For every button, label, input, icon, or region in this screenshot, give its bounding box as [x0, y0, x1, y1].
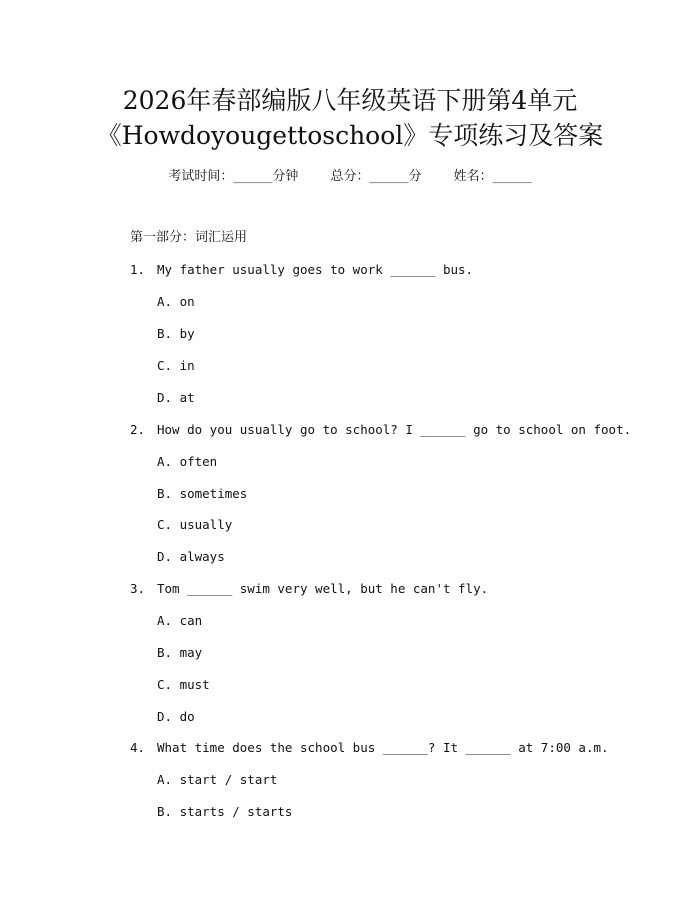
question-number: 4.	[130, 740, 146, 755]
question-text: How do you usually go to school? I ______ go to school on foot.	[157, 422, 632, 437]
answer-option: A. can	[157, 613, 203, 628]
answer-option: B. by	[157, 326, 195, 341]
answer-option: A. on	[157, 294, 195, 309]
question-text: My father usually goes to work ______ bus.	[157, 262, 474, 277]
question-text: What time does the school bus ______? It ______ at 7:00 a.m.	[157, 740, 609, 755]
document-title-line-1: 2026年春部编版八年级英语下册第4单元	[122, 86, 578, 115]
answer-option: C. usually	[157, 517, 233, 532]
exam-info-row	[0, 168, 700, 186]
exam-name-field: 姓名：______	[453, 169, 532, 184]
question-number: 3.	[130, 581, 146, 596]
document-title-line-2: 《Howdoyougettoschool》专项练习及答案	[96, 121, 604, 150]
answer-option: D. always	[157, 549, 225, 564]
section-heading: 第一部分：词汇运用	[130, 230, 248, 245]
question-text: Tom ______ swim very well, but he can't fly.	[157, 581, 489, 596]
answer-option: C. in	[157, 358, 195, 373]
answer-option: D. do	[157, 709, 195, 724]
exam-score-field: 总分：______分	[330, 169, 422, 184]
answer-option: D. at	[157, 390, 195, 405]
answer-option: B. sometimes	[157, 486, 248, 501]
answer-option: A. often	[157, 454, 218, 469]
answer-option: B. may	[157, 645, 203, 660]
answer-option: B. starts / starts	[157, 804, 293, 819]
answer-option: A. start / start	[157, 772, 278, 787]
question-number: 2.	[130, 422, 146, 437]
question-number: 1.	[130, 262, 146, 277]
exam-time-field: 考试时间：______分钟	[168, 169, 299, 184]
answer-option: C. must	[157, 677, 210, 692]
